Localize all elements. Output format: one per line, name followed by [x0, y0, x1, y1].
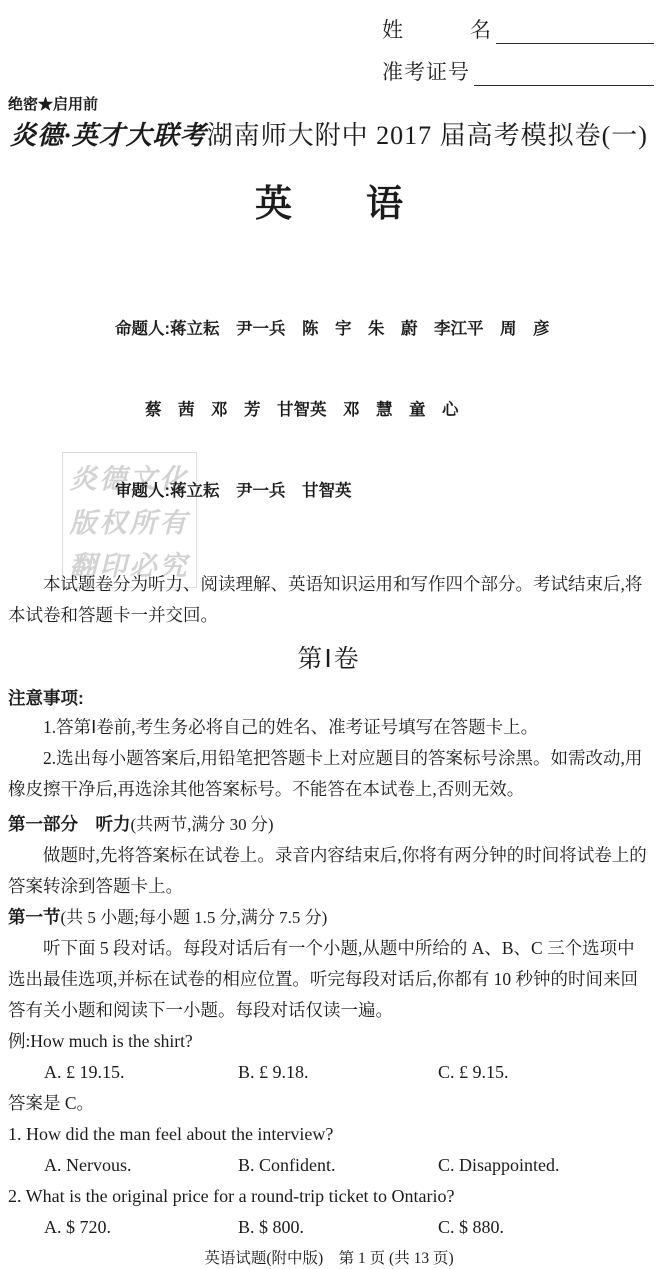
- exam-title-brand: 炎德·英才大联考: [10, 121, 207, 150]
- example-option-a: A. £ 19.15.: [44, 1062, 125, 1082]
- example-option-b: B. £ 9.18.: [238, 1062, 309, 1082]
- section1-heading: [8, 902, 650, 933]
- ticket-field-label: 准考证号: [382, 60, 470, 84]
- intro-paragraph: 本试题卷分为听力、阅读理解、英语知识运用和写作四个部分。考试结束后,将本试卷和答题卡一并交回。: [8, 574, 643, 625]
- note-item-1: 1.答第Ⅰ卷前,考生务必将自己的姓名、准考证号填写在答题卡上。: [43, 717, 539, 737]
- section1-heading-note: (共 5 小题;每小题 1.5 分,满分 7.5 分): [60, 908, 328, 927]
- name-blank-line: [496, 17, 654, 44]
- question-2: 2. What is the original price for a round-trip ticket to Ontario?: [8, 1186, 455, 1206]
- notes-heading: 注意事项:: [8, 688, 84, 708]
- footer-page-info: 英语试题(附中版) 第 1 页 (共 13 页): [204, 1250, 454, 1267]
- question-2-options-row: [8, 1212, 650, 1243]
- question-1: 1. How did the man feel about the interview?: [8, 1124, 334, 1144]
- question-2-option-c: C. $ 880.: [438, 1217, 505, 1237]
- part1-instructions: 做题时,先将答案标在试卷上。录音内容结束后,你将有两分钟的时间将试卷上的答案转涂到答题卡上。: [8, 845, 647, 896]
- part1-heading-note: (共两节,满分 30 分): [130, 815, 274, 834]
- name-field-row: [382, 12, 654, 44]
- question-1-option-b: B. Confident.: [238, 1155, 336, 1175]
- setters-line-1: 命题人:蒋立耘 尹一兵 陈 宇 朱 蔚 李江平 周 彦: [115, 320, 550, 338]
- example-options-row: [8, 1057, 650, 1088]
- example-answer: 答案是 C。: [8, 1093, 95, 1113]
- watermark-line: 版权所有: [69, 507, 190, 538]
- volume-title: 第Ⅰ卷: [297, 646, 361, 673]
- question-1-option-a: A. Nervous.: [44, 1155, 132, 1175]
- committee-block: [115, 262, 650, 559]
- secrecy-notice: 绝密★启用前: [8, 96, 99, 113]
- candidate-id-block: [382, 12, 654, 86]
- name-field-label: 姓 名: [382, 18, 492, 42]
- ticket-blank-line: [474, 59, 654, 86]
- watermark-line: 炎德文化: [69, 464, 190, 495]
- part1-heading-title: 第一部分 听力: [8, 814, 131, 834]
- section1-heading-title: 第一节: [8, 907, 61, 927]
- ticket-field-row: [382, 54, 654, 86]
- setters-line-2: 蔡 茜 邓 芳 甘智英 邓 慧 童 心: [145, 401, 459, 419]
- watermark-line: 翻印必究: [69, 550, 190, 581]
- exam-title: [8, 118, 650, 154]
- subject-title: 英 语: [255, 183, 403, 224]
- reviewers-line: 审题人:蒋立耘 尹一兵 甘智英: [115, 482, 352, 500]
- part1-heading: [8, 809, 650, 840]
- question-1-options-row: [8, 1150, 650, 1181]
- exam-title-main: 湖南师大附中 2017 届高考模拟卷(一): [206, 121, 648, 150]
- example-option-c: C. £ 9.15.: [438, 1062, 509, 1082]
- section1-instructions: 听下面 5 段对话。每段对话后有一个小题,从题中所给的 A、B、C 三个选项中选出最佳选项,并标在试卷的相应位置。听完每段对话后,你都有 10 秒钟的时间来回答有关小题和阅读下一小题。每段对话仅读一遍。: [8, 938, 638, 1020]
- question-2-option-a: A. $ 720.: [44, 1217, 111, 1237]
- note-item-2: 2.选出每小题答案后,用铅笔把答题卡上对应题目的答案标号涂黑。如需改动,用橡皮擦干净后,再选涂其他答案标号。不能答在本试卷上,否则无效。: [8, 748, 643, 799]
- question-2-option-b: B. $ 800.: [238, 1217, 305, 1237]
- example-question: 例:How much is the shirt?: [8, 1031, 193, 1051]
- question-1-option-c: C. Disappointed.: [438, 1155, 560, 1175]
